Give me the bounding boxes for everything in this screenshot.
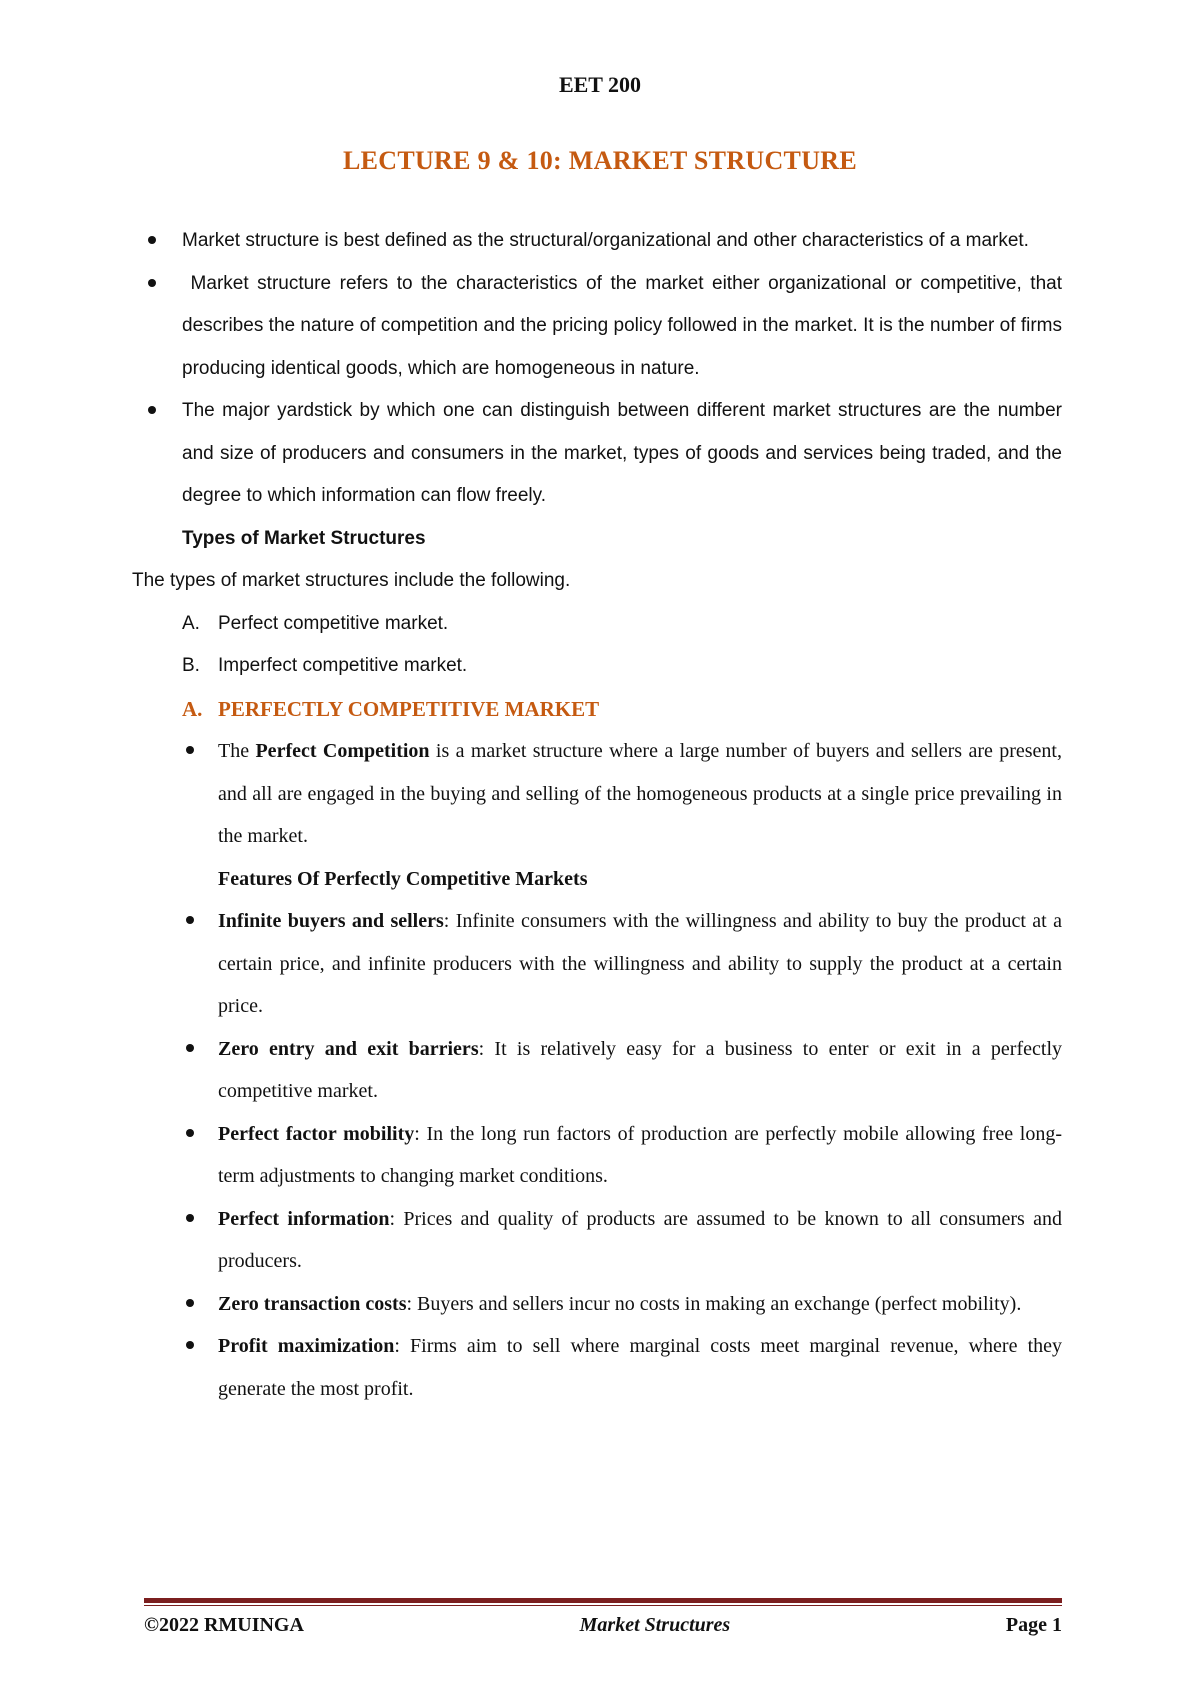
section-title: PERFECTLY COMPETITIVE MARKET — [218, 696, 600, 721]
intro-bullet-1: Market structure is best defined as the structural/organizational and other characteristics of a market. — [144, 220, 1062, 263]
list-letter: B. — [182, 655, 200, 676]
footer-divider — [144, 1598, 1062, 1603]
bullet-icon — [186, 1214, 194, 1222]
types-list-item-b — [144, 645, 1062, 688]
intro-bullet-2: Market structure refers to the characteristics of the market either organizational or competitive, that describes the nature of competition and the pricing policy followed in the market. It is the number of firms producing identical goods, which are homogeneous in nature. — [144, 263, 1062, 391]
bullet-icon — [186, 1044, 194, 1052]
types-list-item-a — [144, 603, 1062, 646]
section-a-heading — [144, 688, 1062, 731]
bullet-icon — [148, 406, 156, 414]
features-heading: Features Of Perfectly Competitive Markets — [218, 867, 588, 890]
bullet-icon — [148, 279, 156, 287]
feature-item: Zero transaction costs: Buyers and sellers incur no costs in making an exchange (perfect mobility). — [182, 1283, 1062, 1326]
list-text: Imperfect competitive market. — [218, 655, 468, 676]
footer-doc-title: Market Structures — [579, 1614, 731, 1636]
bullet-icon — [186, 1129, 194, 1137]
course-code-header: EET 200 — [558, 72, 642, 97]
footer-copyright: ©2022 RMUINGA — [144, 1614, 304, 1636]
section-letter: A. — [182, 696, 203, 721]
types-heading: Types of Market Structures — [182, 527, 426, 549]
page-footer — [144, 1614, 1062, 1637]
feature-item: Perfect information: Prices and quality of products are assumed to be known to all consumers and producers. — [182, 1198, 1062, 1283]
document-body — [132, 220, 1068, 1410]
footer-divider-thin — [144, 1605, 1062, 1606]
perfect-definition: The Perfect Competition is a market structure where a large number of buyers and sellers are present, and all are engaged in the buying and selling of the homogeneous products at a single price prevailing in the market. — [182, 730, 1062, 858]
feature-item: Infinite buyers and sellers: Infinite consumers with the willingness and ability to buy the product at a certain price, and infinite producers with the willingness and ability to supply the product at a certain price. — [182, 900, 1062, 1028]
bullet-icon — [148, 236, 156, 244]
bullet-icon — [186, 1341, 194, 1349]
list-text: Perfect competitive market. — [218, 612, 449, 634]
list-letter: A. — [182, 612, 200, 634]
bullet-icon — [186, 746, 194, 754]
feature-item: Perfect factor mobility: In the long run factors of production are perfectly mobile allowing free long-term adjustments to changing market conditions. — [182, 1113, 1062, 1198]
features-list — [144, 900, 1062, 1410]
feature-item: Profit maximization: Firms aim to sell where marginal costs meet marginal revenue, where they generate the most profit. — [182, 1325, 1062, 1410]
feature-item: Zero entry and exit barriers: It is relatively easy for a business to enter or exit in a perfectly competitive market. — [182, 1028, 1062, 1113]
lecture-title: LECTURE 9 & 10: MARKET STRUCTURE — [342, 146, 857, 175]
intro-bullet-3: The major yardstick by which one can distinguish between different market structures are the number and size of producers and consumers in the market, types of goods and services being traded, and the degree to which information can flow freely. — [144, 390, 1062, 518]
footer-page-number: Page 1 — [1005, 1614, 1062, 1636]
types-intro: The types of market structures include the following. — [132, 570, 571, 591]
perfect-definition-list — [144, 730, 1062, 858]
intro-bullet-list — [144, 220, 1068, 518]
bullet-icon — [186, 916, 194, 924]
bullet-icon — [186, 1299, 194, 1307]
